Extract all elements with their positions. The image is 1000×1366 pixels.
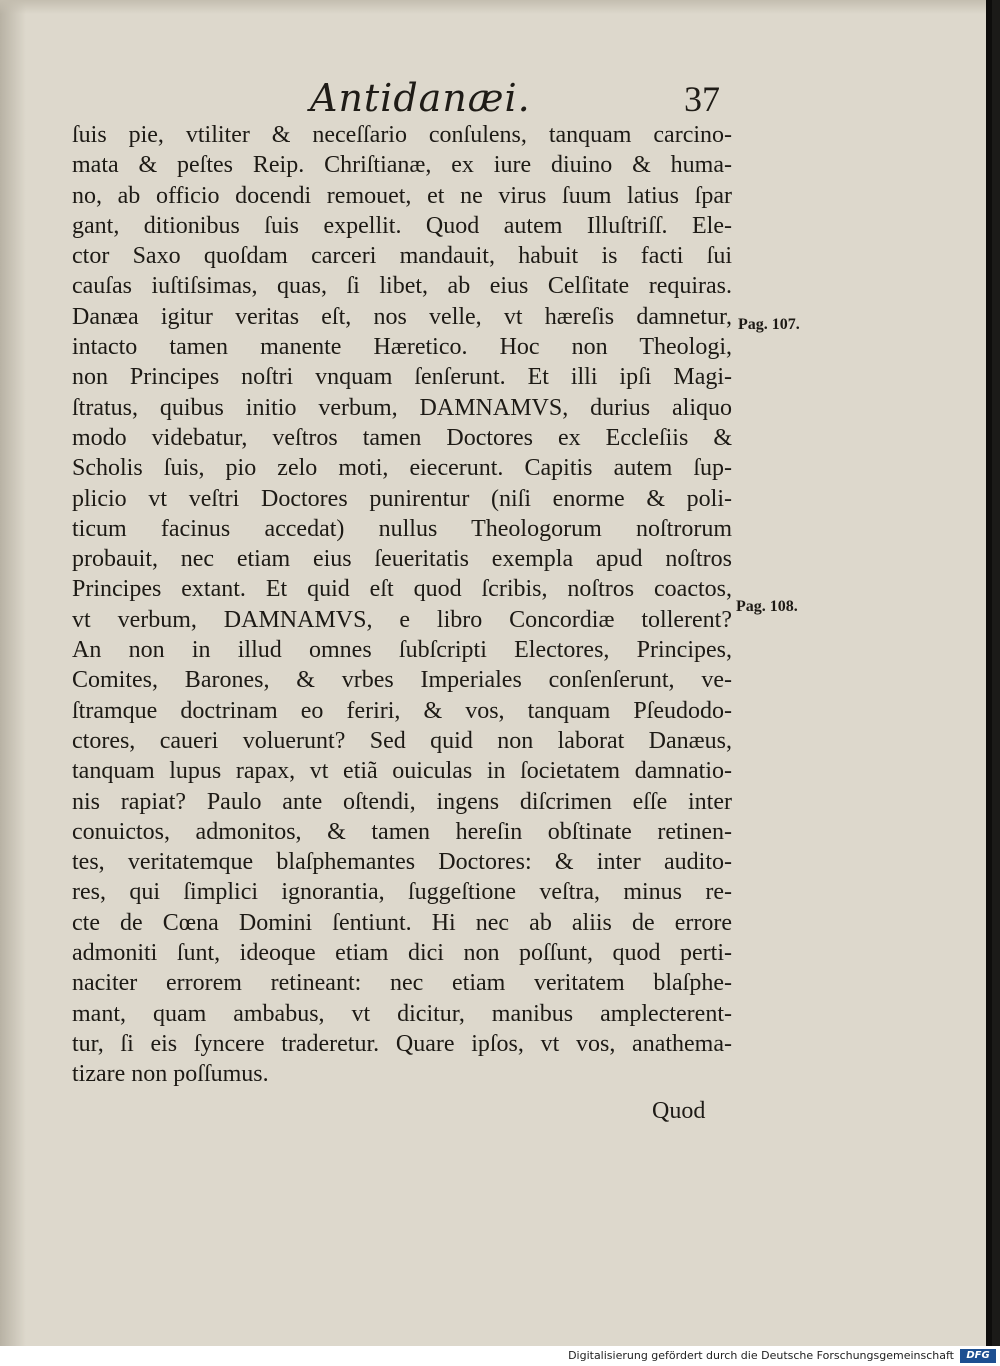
- text-line: no, ab officio docendi remouet, et ne virus ſuum latius ſpar: [72, 182, 732, 209]
- text-line: ſtratus, quibus initio verbum, DAMNAMVS, durius aliquo: [72, 394, 732, 421]
- text-line: Principes extant. Et quid eſt quod ſcribis, noſtros coactos,: [72, 576, 732, 603]
- page-gutter-shadow: [0, 0, 26, 1346]
- text-line: cte de Cœna Domini ſentiunt. Hi nec ab aliis de errore: [72, 909, 732, 936]
- catchword: Quod: [652, 1098, 706, 1124]
- funding-notice: Digitalisierung gefördert durch die Deutsche Forschungsgemeinschaft: [568, 1349, 954, 1362]
- text-line: ticum facinus accedat) nullus Theologorum noſtrorum: [72, 515, 732, 542]
- text-line: tizare non poſſumus.: [72, 1061, 269, 1088]
- margin-note-page-ref: Pag. 107.: [738, 316, 800, 333]
- text-line: ſtramque doctrinam eo feriri, & vos, tanquam Pſeudodo-: [72, 697, 732, 724]
- text-line: tur, ſi eis ſyncere traderetur. Quare ipſos, vt vos, anathema-: [72, 1030, 732, 1057]
- text-line: nis rapiat? Paulo ante oſtendi, ingens diſcrimen eſſe inter: [72, 788, 732, 815]
- text-line: res, qui ſimplici ignorantia, ſuggeſtione veſtra, minus re-: [72, 879, 732, 906]
- text-line: probauit, nec etiam eius ſeueritatis exempla apud noſtros: [72, 546, 732, 573]
- text-line: cauſas iuſtiſsimas, quas, ſi libet, ab eius Celſitate requiras.: [72, 273, 732, 300]
- page-number: 37: [684, 79, 720, 119]
- body-text: [72, 120, 732, 1090]
- text-line: naciter errorem retineant: nec etiam veritatem blaſphe-: [72, 970, 732, 997]
- margin-note-page-ref: Pag. 108.: [736, 598, 798, 615]
- digitization-footer: [0, 1346, 1000, 1366]
- text-line: vt verbum, DAMNAMVS, e libro Concordiæ tollerent?: [72, 606, 732, 633]
- text-line: Scholis ſuis, pio zelo moti, eiecerunt. Capitis autem ſup-: [72, 455, 732, 482]
- dfg-logo-icon: DFG: [960, 1349, 996, 1363]
- text-line: An non in illud omnes ſubſcripti Electores, Principes,: [72, 637, 732, 664]
- text-line: non Principes noſtri vnquam ſenſerunt. Et illi ipſi Magi-: [72, 364, 732, 391]
- page-top-shadow: [0, 0, 986, 14]
- text-line: ctores, caueri voluerunt? Sed quid non laborat Danæus,: [72, 727, 732, 754]
- text-line: tanquam lupus rapax, vt etiã ouiculas in ſocietatem damnatio-: [72, 758, 732, 785]
- text-line: ſuis pie, vtiliter & neceſſario conſulens, tanquam carcino-: [72, 122, 732, 148]
- text-line: intacto tamen manente Hæretico. Hoc non Theologi,: [72, 334, 732, 361]
- text-line: gant, ditionibus ſuis expellit. Quod autem Illuſtriſſ. Ele-: [72, 212, 732, 239]
- text-line: tes, veritatemque blaſphemantes Doctores: & inter audito-: [72, 849, 732, 876]
- text-line: mant, quam ambabus, vt dicitur, manibus amplecterent-: [72, 1000, 732, 1027]
- text-line: modo videbatur, veſtros tamen Doctores ex Eccleſiis &: [72, 424, 732, 451]
- text-line: admoniti ſunt, ideoque etiam dici non poſſunt, quod perti-: [72, 940, 732, 967]
- text-line: plicio vt veſtri Doctores punirentur (niſi enorme & poli-: [72, 485, 732, 512]
- text-line: mata & peſtes Reip. Chriſtianæ, ex iure diuino & huma-: [72, 152, 732, 179]
- text-line: Comites, Barones, & vrbes Imperiales conſenſerunt, ve-: [72, 667, 732, 694]
- running-head: Antidanæi.: [310, 76, 531, 120]
- text-line: conuictos, admonitos, & tamen hereſin obſtinate retinen-: [72, 818, 732, 845]
- text-line: ctor Saxo quoſdam carceri mandauit, habuit is facti ſui: [72, 243, 732, 270]
- text-line: Danæa igitur veritas eſt, nos velle, vt hæreſis damnetur,: [72, 303, 732, 330]
